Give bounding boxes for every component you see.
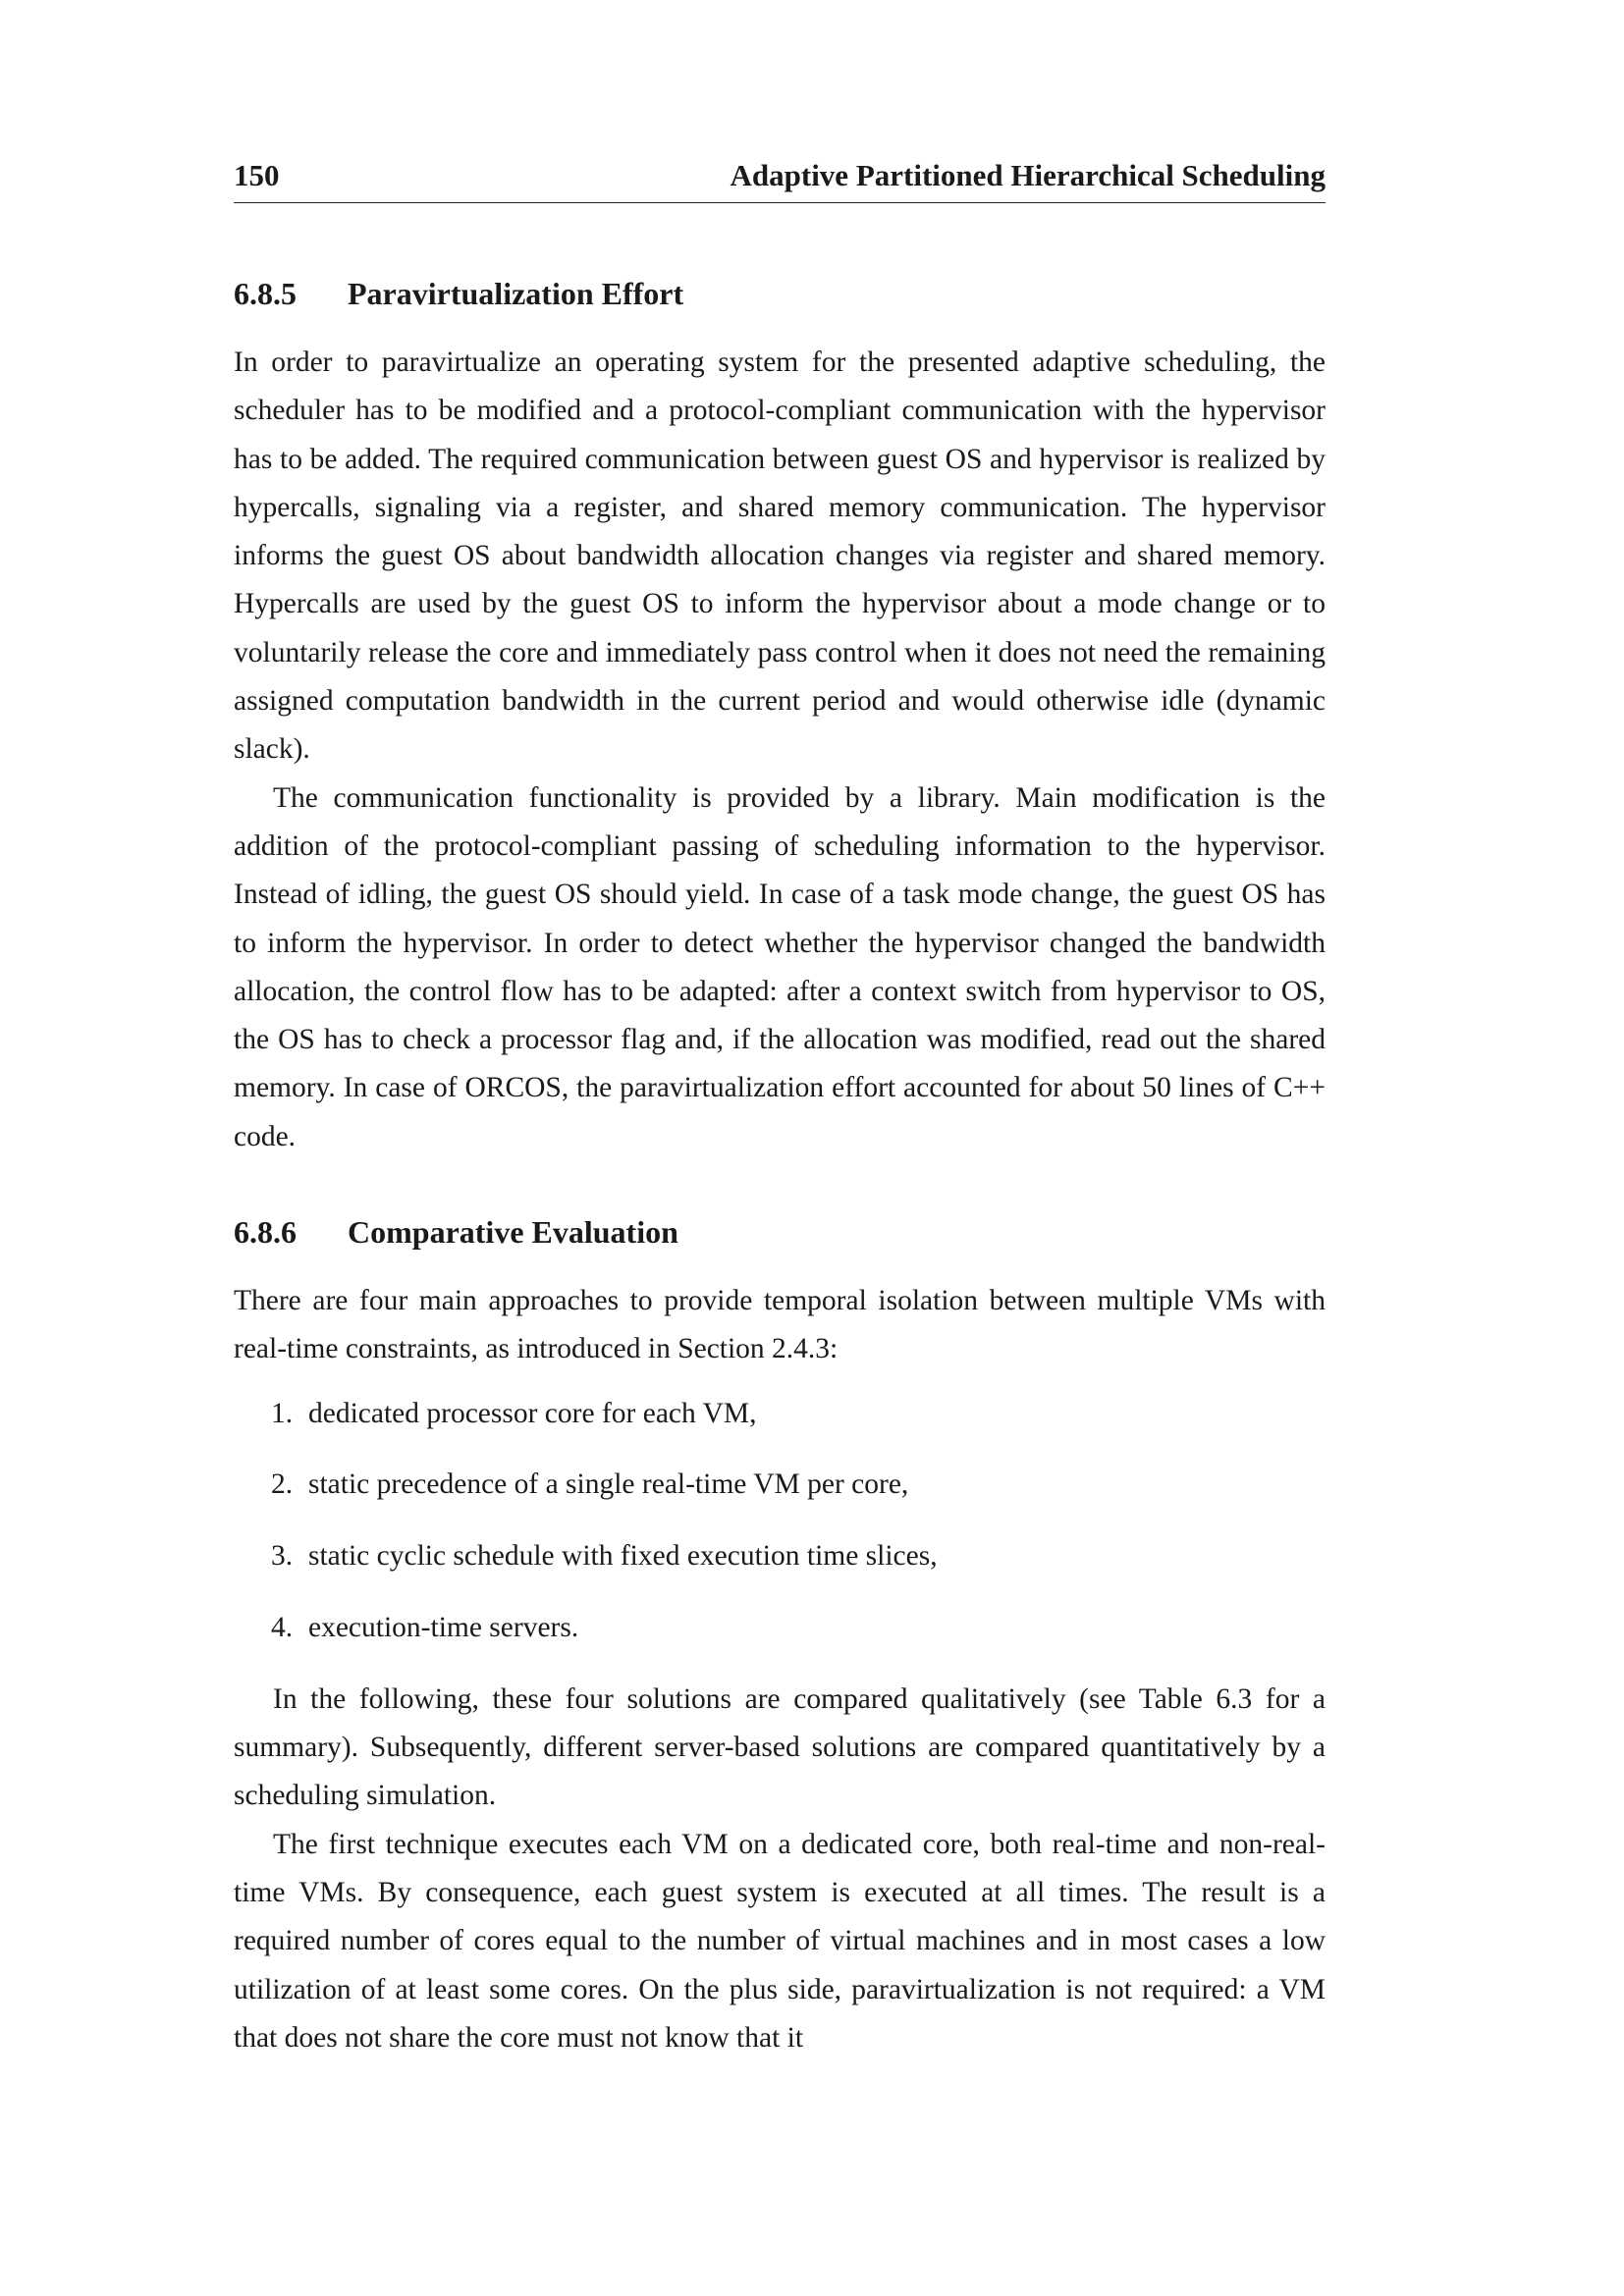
list-item [271, 1461, 1326, 1509]
section-heading-6-8-6 [234, 1212, 1326, 1252]
list-item-number: 3. [271, 1540, 294, 1573]
list-item-number: 4. [271, 1612, 294, 1644]
section-title: Paravirtualization Effort [348, 276, 684, 311]
approach-list [234, 1390, 1326, 1653]
list-item [271, 1390, 1326, 1438]
list-item [271, 1532, 1326, 1580]
list-item-number: 1. [271, 1397, 294, 1429]
section-heading-6-8-5 [234, 274, 1326, 313]
list-item-text: static precedence of a single real-time VM per core, [308, 1468, 909, 1501]
running-header [234, 157, 1326, 203]
page [234, 157, 1326, 2062]
list-item [271, 1604, 1326, 1652]
list-item-number: 2. [271, 1468, 294, 1501]
paragraph: The first technique executes each VM on a dedicated core, both real-time and non-real-time VMs. By consequence, each guest system is executed at all times. The result is a required number of cores equal to the number of virtual machines and in most cases a low utilization of at least some cores. On the plus side, paravirtualization is not required: a VM that does not share the core must not know that it [234, 1828, 1326, 2054]
list-item-text: static cyclic schedule with fixed execution time slices, [308, 1540, 938, 1573]
paragraph: The communication functionality is provided by a library. Main modification is the addition of the protocol-compliant passing of scheduling information to the hypervisor. Instead of idling, the guest OS should yield. In case of a task mode change, the guest OS has to inform the hypervisor. In order to detect whether the hypervisor changed the bandwidth allocation, the control flow has to be adapted: after a context switch from hypervisor to OS, the OS has to check a processor flag and, if the allocation was modified, read out the shared memory. In case of ORCOS, the paravirtualization effort accounted for about 50 lines of C++ code. [234, 781, 1326, 1152]
section-number: 6.8.5 [234, 276, 297, 311]
list-item-text: dedicated processor core for each VM, [308, 1397, 757, 1429]
list-item-text: execution-time servers. [308, 1612, 579, 1644]
paragraph: In order to paravirtualize an operating system for the presented adaptive scheduling, the scheduler has to be modified and a protocol-compliant communication with the hypervisor has to be added. The required communication between guest OS and hypervisor is realized by hypercalls, signaling via a register, and shared memory communication. The hypervisor informs the guest OS about bandwidth allocation changes via register and shared memory. Hypercalls are used by the guest OS to inform the hypervisor about a mode change or to voluntarily release the core and immediately pass control when it does not need the remaining assigned computation bandwidth in the current period and would otherwise idle (dynamic slack). [234, 347, 1326, 766]
paragraph: In the following, these four solutions are compared qualitatively (see Table 6.3 for a summary). Subsequently, different server-based solutions are compared quantitatively by a scheduling simulation. [234, 1682, 1326, 1812]
page-number: 150 [234, 158, 280, 192]
section-number: 6.8.6 [234, 1214, 297, 1251]
section-title: Comparative Evaluation [348, 1214, 678, 1251]
running-title: Adaptive Partitioned Hierarchical Scheduling [730, 158, 1326, 192]
paragraph: There are four main approaches to provide temporal isolation between multiple VMs with real-time constraints, as introduced in Section 2.4.3: [234, 1285, 1326, 1365]
